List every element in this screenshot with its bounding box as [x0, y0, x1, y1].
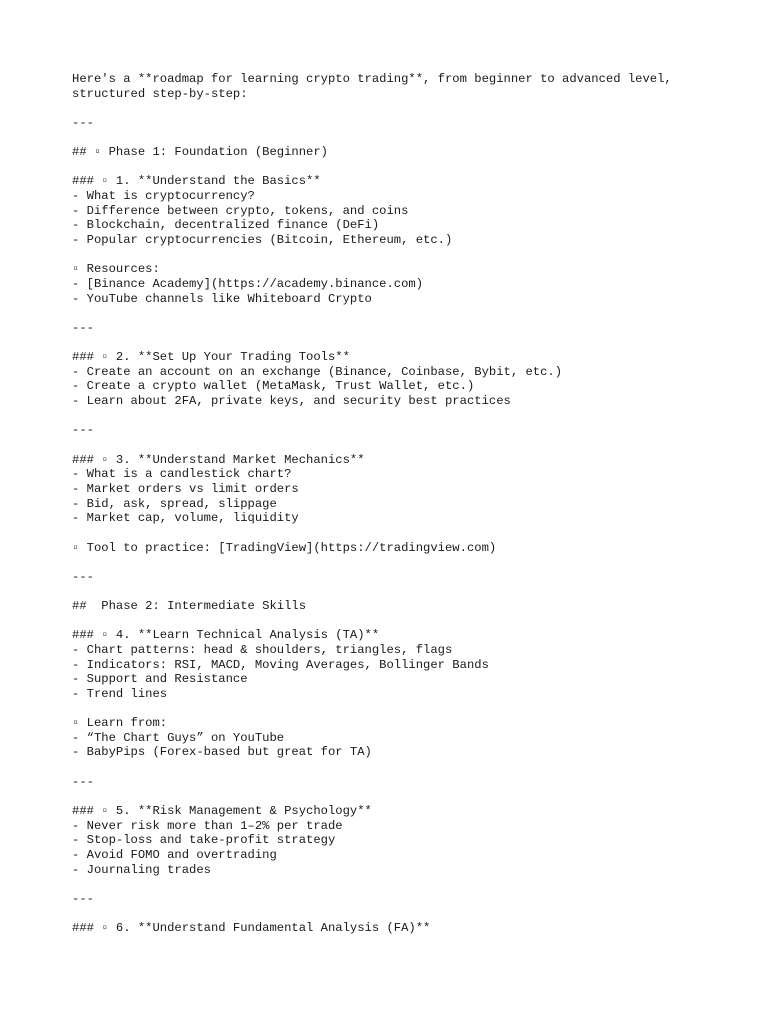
list-item: - Learn about 2FA, private keys, and security best practices	[72, 394, 511, 409]
list-item: - Chart patterns: head & shoulders, triangles, flags	[72, 642, 453, 657]
blank-line	[72, 248, 712, 263]
blank-line	[72, 306, 712, 321]
list-item: - Market cap, volume, liquidity	[72, 511, 299, 526]
phase-heading: ## Phase 2: Intermediate Skills	[72, 599, 307, 614]
section-heading: ### ▫ 6. **Understand Fundamental Analysis (FA)**	[72, 921, 431, 936]
blank-line	[72, 702, 712, 717]
list-item: - [Binance Academy](https://academy.binance.com)	[72, 276, 424, 291]
blank-line	[72, 336, 712, 351]
list-item: - Popular cryptocurrencies (Bitcoin, Ethereum, etc.)	[72, 233, 453, 248]
blank-line	[72, 160, 712, 175]
list-item: - Difference between crypto, tokens, and coins	[72, 203, 409, 218]
text-line: structured step-by-step:	[72, 86, 248, 101]
list-item: - Avoid FOMO and overtrading	[72, 847, 277, 862]
horizontal-rule: ---	[72, 423, 94, 438]
section-heading: ### ▫ 3. **Understand Market Mechanics**	[72, 452, 365, 467]
list-item: - Trend lines	[72, 686, 168, 701]
list-item: - Create a crypto wallet (MetaMask, Trust Wallet, etc.)	[72, 379, 475, 394]
blank-line	[72, 555, 712, 570]
list-item: - BabyPips (Forex-based but great for TA)	[72, 745, 372, 760]
list-item: - Stop-loss and take-profit strategy	[72, 833, 336, 848]
list-item: - “The Chart Guys” on YouTube	[72, 730, 285, 745]
document-text	[72, 72, 712, 936]
list-item: - Support and Resistance	[72, 672, 248, 687]
section-heading: ### ▫ 5. **Risk Management & Psychology**	[72, 804, 372, 819]
horizontal-rule: ---	[72, 891, 94, 906]
horizontal-rule: ---	[72, 569, 94, 584]
blank-line	[72, 789, 712, 804]
horizontal-rule: ---	[72, 774, 94, 789]
blank-line	[72, 907, 712, 922]
blank-line	[72, 760, 712, 775]
list-item: - Journaling trades	[72, 862, 211, 877]
resource-note: ▫ Tool to practice: [TradingView](https://tradingview.com)	[72, 540, 497, 555]
resource-note: ▫ Resources:	[72, 262, 160, 277]
list-item: - YouTube channels like Whiteboard Crypto	[72, 291, 372, 306]
blank-line	[72, 438, 712, 453]
section-heading: ### ▫ 4. **Learn Technical Analysis (TA)**	[72, 628, 380, 643]
blank-line	[72, 584, 712, 599]
blank-line	[72, 614, 712, 629]
section-heading: ### ▫ 1. **Understand the Basics**	[72, 174, 321, 189]
horizontal-rule: ---	[72, 115, 94, 130]
phase-heading: ## ▫ Phase 1: Foundation (Beginner)	[72, 145, 328, 160]
list-item: - Market orders vs limit orders	[72, 481, 299, 496]
blank-line	[72, 877, 712, 892]
list-item: - Create an account on an exchange (Binance, Coinbase, Bybit, etc.)	[72, 364, 563, 379]
blank-line	[72, 409, 712, 424]
list-item: - What is cryptocurrency?	[72, 189, 255, 204]
list-item: - Blockchain, decentralized finance (DeFi)	[72, 218, 380, 233]
list-item: - Indicators: RSI, MACD, Moving Averages, Bollinger Bands	[72, 657, 489, 672]
section-heading: ### ▫ 2. **Set Up Your Trading Tools**	[72, 350, 350, 365]
list-item: - What is a candlestick chart?	[72, 467, 292, 482]
text-line: Here's a **roadmap for learning crypto trading**, from beginner to advanced level,	[72, 72, 672, 86]
blank-line	[72, 131, 712, 146]
list-item: - Bid, ask, spread, slippage	[72, 496, 277, 511]
list-item: - Never risk more than 1–2% per trade	[72, 818, 343, 833]
blank-line	[72, 101, 712, 116]
horizontal-rule: ---	[72, 320, 94, 335]
blank-line	[72, 526, 712, 541]
resource-note: ▫ Learn from:	[72, 716, 168, 731]
